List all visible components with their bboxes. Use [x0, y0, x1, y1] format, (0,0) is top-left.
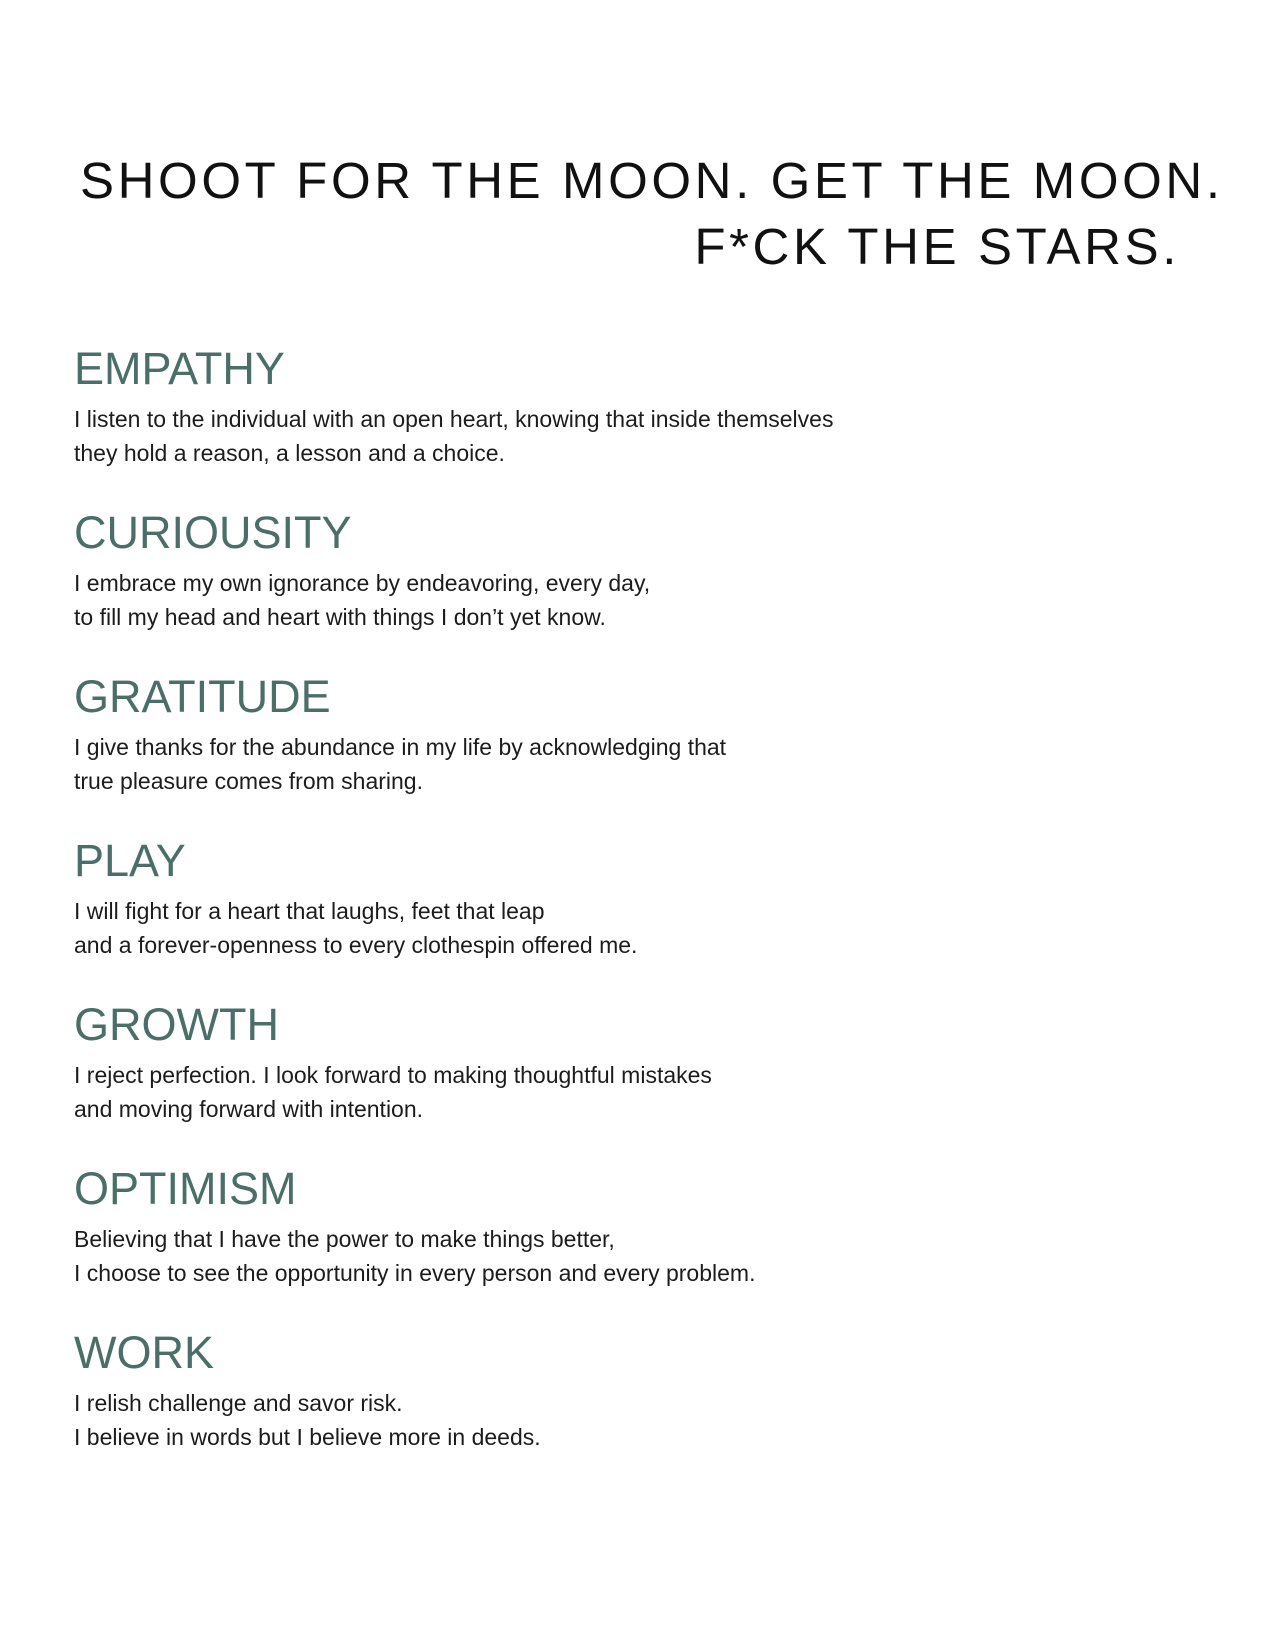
value-growth: [74, 998, 1074, 1162]
value-title: GRATITUDE: [74, 671, 331, 722]
value-title: PLAY: [74, 835, 186, 886]
value-description-line: I will fight for a heart that laughs, feet that leap: [74, 898, 545, 924]
value-description: [74, 730, 1074, 798]
value-description-line: I listen to the individual with an open heart, knowing that inside themselves: [74, 406, 834, 432]
value-description: [74, 894, 1074, 962]
value-description: [74, 402, 1074, 470]
value-description-line: I relish challenge and savor risk.: [74, 1390, 403, 1416]
value-description-line: to fill my head and heart with things I don’t yet know.: [74, 604, 606, 630]
value-description-line: they hold a reason, a lesson and a choice.: [74, 440, 505, 466]
value-description-line: I reject perfection. I look forward to making thoughtful mistakes: [74, 1062, 712, 1088]
value-title: CURIOUSITY: [74, 507, 352, 558]
value-description-line: Believing that I have the power to make things better,: [74, 1226, 615, 1252]
value-empathy: [74, 342, 1074, 506]
headline-line-1: SHOOT FOR THE MOON. GET THE MOON.: [80, 152, 1224, 209]
value-play: [74, 834, 1074, 998]
value-description: [74, 1386, 1074, 1454]
value-work: [74, 1326, 1074, 1490]
value-description-line: true pleasure comes from sharing.: [74, 768, 423, 794]
value-gratitude: [74, 670, 1074, 834]
headline: [80, 148, 1224, 280]
value-title: WORK: [74, 1327, 214, 1378]
value-title: OPTIMISM: [74, 1163, 297, 1214]
value-description: [74, 566, 1074, 634]
value-description-line: I embrace my own ignorance by endeavoring, every day,: [74, 570, 651, 596]
value-title: EMPATHY: [74, 343, 285, 394]
value-description-line: and a forever-openness to every clothespin offered me.: [74, 932, 638, 958]
value-description-line: I give thanks for the abundance in my life by acknowledging that: [74, 734, 727, 760]
value-description-line: and moving forward with intention.: [74, 1096, 424, 1122]
value-description-line: I choose to see the opportunity in every person and every problem.: [74, 1260, 756, 1286]
value-title: GROWTH: [74, 999, 279, 1050]
value-description: [74, 1222, 1074, 1290]
headline-line-2: F*CK THE STARS.: [694, 218, 1180, 275]
value-curiousity: [74, 506, 1074, 670]
values-list: [74, 342, 1074, 1490]
value-optimism: [74, 1162, 1074, 1326]
value-description-line: I believe in words but I believe more in deeds.: [74, 1424, 541, 1450]
value-description: [74, 1058, 1074, 1126]
